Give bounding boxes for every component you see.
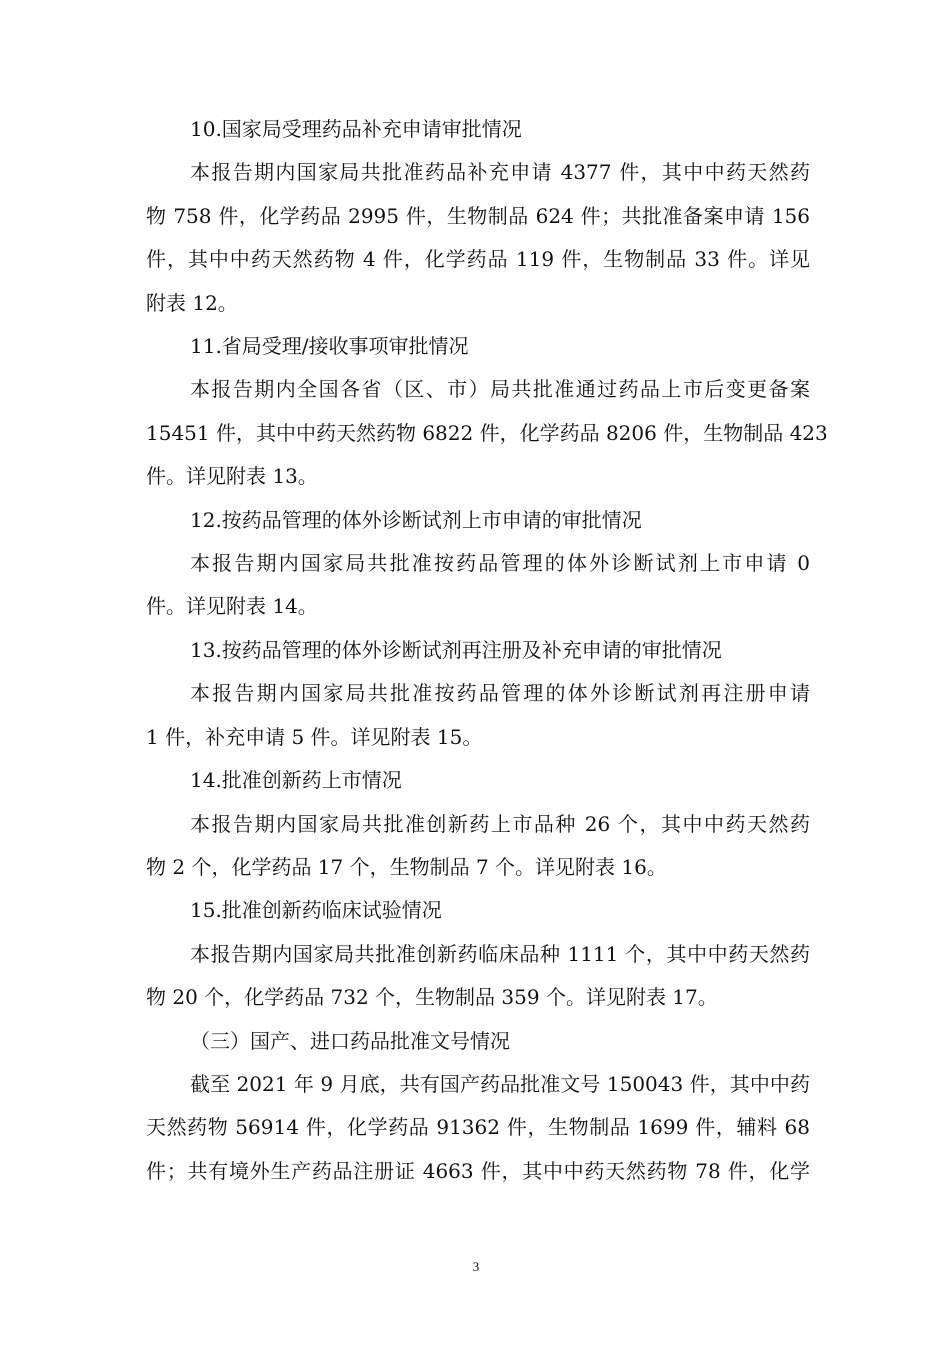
paragraph-line: 件。详见附表 14。 [146,594,318,619]
paragraph-line: 本报告期内国家局共批准创新药上市品种 26 个，其中中药天然药 [190,811,810,836]
section-heading-3: （三）国产、进口药品批准文号情况 [190,1028,510,1053]
section-heading-15: 15.批准创新药临床试验情况 [190,898,442,923]
section-heading-14: 14.批准创新药上市情况 [190,768,402,793]
paragraph-line: 15451 件，其中中药天然药物 6822 件，化学药品 8206 件，生物制品 423 [146,420,828,445]
section-heading-13: 13.按药品管理的体外诊断试剂再注册及补充申请的审批情况 [190,637,722,662]
paragraph-line: 本报告期内国家局共批准药品补充申请 4377 件，其中中药天然药 [190,160,810,185]
paragraph-line: 本报告期内国家局共批准创新药临床品种 1111 个，其中中药天然药 [190,941,810,966]
paragraph-line: 1 件，补充申请 5 件。详见附表 15。 [146,724,483,749]
paragraph-line: 本报告期内全国各省（区、市）局共批准通过药品上市后变更备案 [190,377,810,402]
paragraph-line: 物 758 件，化学药品 2995 件，生物制品 624 件；共批准备案申请 156 [146,203,810,228]
page-number: 3 [472,1259,480,1274]
paragraph-line: 本报告期内国家局共批准按药品管理的体外诊断试剂上市申请 0 [190,551,810,576]
section-heading-11: 11.省局受理/接收事项审批情况 [190,334,469,359]
section-heading-10: 10.国家局受理药品补充申请审批情况 [190,117,522,141]
section-heading-12: 12.按药品管理的体外诊断试剂上市申请的审批情况 [190,507,642,532]
paragraph-line: 件，其中中药天然药物 4 件，化学药品 119 件，生物制品 33 件。详见 [146,247,810,272]
paragraph-line: 截至 2021 年 9 月底，共有国产药品批准文号 150043 件，其中中药 [190,1071,810,1096]
paragraph-line: 天然药物 56914 件，化学药品 91362 件，生物制品 1699 件，辅料 68 [146,1115,810,1140]
paragraph-line: 附表 12。 [146,290,238,315]
paragraph-line: 物 2 个，化学药品 17 个，生物制品 7 个。详见附表 16。 [146,854,667,879]
paragraph-line: 物 20 个，化学药品 732 个，生物制品 359 个。详见附表 17。 [146,985,718,1010]
paragraph-line: 件。详见附表 13。 [146,464,318,489]
paragraph-line: 本报告期内国家局共批准按药品管理的体外诊断试剂再注册申请 [190,681,810,706]
document-body [146,108,828,1193]
paragraph-line: 件；共有境外生产药品注册证 4663 件，其中中药天然药物 78 件，化学 [146,1158,810,1183]
